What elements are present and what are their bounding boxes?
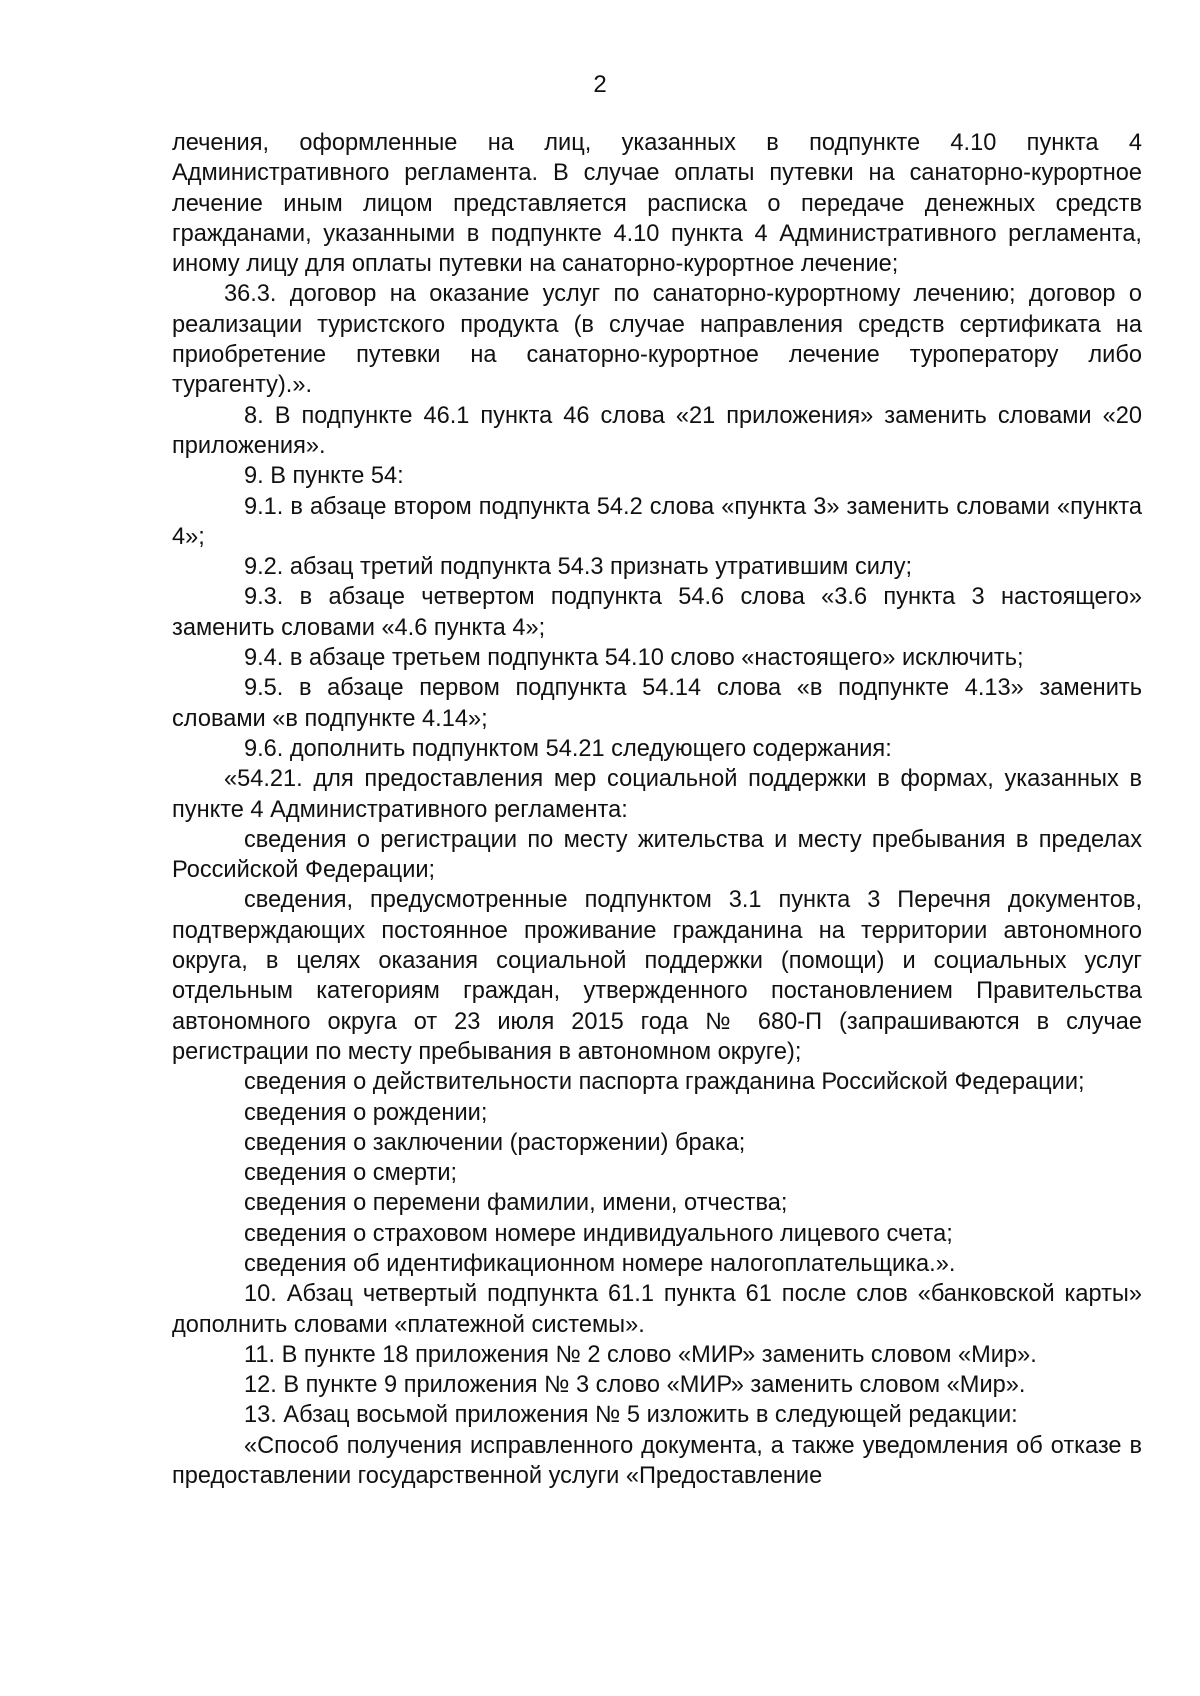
paragraph: 11. В пункте 18 приложения № 2 слово «МИР» заменить словом «Мир». bbox=[244, 1341, 1037, 1368]
paragraph: «Способ получения исправленного документа, а также уведомления об отказе в предоставлении государственной услуги «Предоставление bbox=[172, 1432, 1142, 1490]
paragraph: 13. Абзац восьмой приложения № 5 изложить в следующей редакции: bbox=[244, 1402, 1018, 1429]
paragraph: 8. В подпункте 46.1 пункта 46 слова «21 приложения» заменить словами «20 приложения». bbox=[172, 402, 1142, 459]
paragraph: сведения о заключении (расторжении) брака; bbox=[244, 1129, 746, 1156]
paragraph: 9.1. в абзаце втором подпункта 54.2 слова «пункта 3» заменить словами «пункта 4»; bbox=[172, 493, 1142, 550]
paragraph: сведения об идентификационном номере налогоплательщика.». bbox=[244, 1250, 956, 1277]
paragraph: 9.3. в абзаце четвертом подпункта 54.6 слова «3.6 пункта 3 настоящего» заменить словами «4.6 пункта 4»; bbox=[172, 584, 1142, 641]
paragraph: 36.3. договор на оказание услуг по санаторно-курортному лечению; договор о реализации туристского продукта (в случае направления средств сертификата на приобретение путевки на санаторно-курортное лечение туроператору либо турагенту).». bbox=[172, 281, 1142, 399]
page-number: 2 bbox=[593, 71, 607, 98]
paragraph: 12. В пункте 9 приложения № 3 слово «МИР» заменить словом «Мир». bbox=[244, 1372, 1026, 1399]
paragraph: 9.2. абзац третий подпункта 54.3 признать утратившим силу; bbox=[244, 554, 913, 581]
paragraph: 10. Абзац четвертый подпункта 61.1 пункта 61 после слов «банковской карты» дополнить словами «платежной системы». bbox=[172, 1281, 1142, 1338]
paragraph: сведения о страховом номере индивидуального лицевого счета; bbox=[244, 1220, 953, 1247]
paragraph: сведения о регистрации по месту жительства и месту пребывания в пределах Российской Федерации; bbox=[172, 826, 1142, 884]
document-body bbox=[172, 128, 1142, 1491]
paragraph: 9.4. в абзаце третьем подпункта 54.10 слово «настоящего» исключить; bbox=[244, 645, 1024, 672]
paragraph: сведения, предусмотренные подпунктом 3.1 пункта 3 Перечня документов, подтверждающих постоянное проживание гражданина на территории автономного округа, в целях оказания социальной поддержки (помощи) и социальных услуг отдельным категориям граждан, утвержденного постановлением Правительства автономного округа от 23 июля 2015 года № 680-П (запрашиваются в случае регистрации по месту пребывания в автономном округе); bbox=[172, 887, 1142, 1065]
paragraph: 9.6. дополнить подпунктом 54.21 следующего содержания: bbox=[244, 735, 892, 762]
paragraph: лечения, оформленные на лиц, указанных в подпункте 4.10 пункта 4 Административного регламента. В случае оплаты путевки на санаторно-курортное лечение иным лицом представляется расписка о передаче денежных средств гражданами, указанными в подпункте 4.10 пункта 4 Административного регламента, иному лицу для оплаты путевки на санаторно-курортное лечение; bbox=[172, 130, 1142, 278]
paragraph: 9. В пункте 54: bbox=[244, 463, 404, 490]
paragraph: сведения о смерти; bbox=[244, 1160, 458, 1187]
paragraph: 9.5. в абзаце первом подпункта 54.14 слова «в подпункте 4.13» заменить словами «в подпункте 4.14»; bbox=[172, 675, 1142, 732]
paragraph: сведения о рождении; bbox=[244, 1099, 488, 1126]
paragraph: сведения о перемени фамилии, имени, отчества; bbox=[244, 1190, 788, 1217]
paragraph: «54.21. для предоставления мер социальной поддержки в формах, указанных в пункте 4 Административного регламента: bbox=[172, 766, 1142, 823]
paragraph: сведения о действительности паспорта гражданина Российской Федерации; bbox=[244, 1069, 1085, 1096]
